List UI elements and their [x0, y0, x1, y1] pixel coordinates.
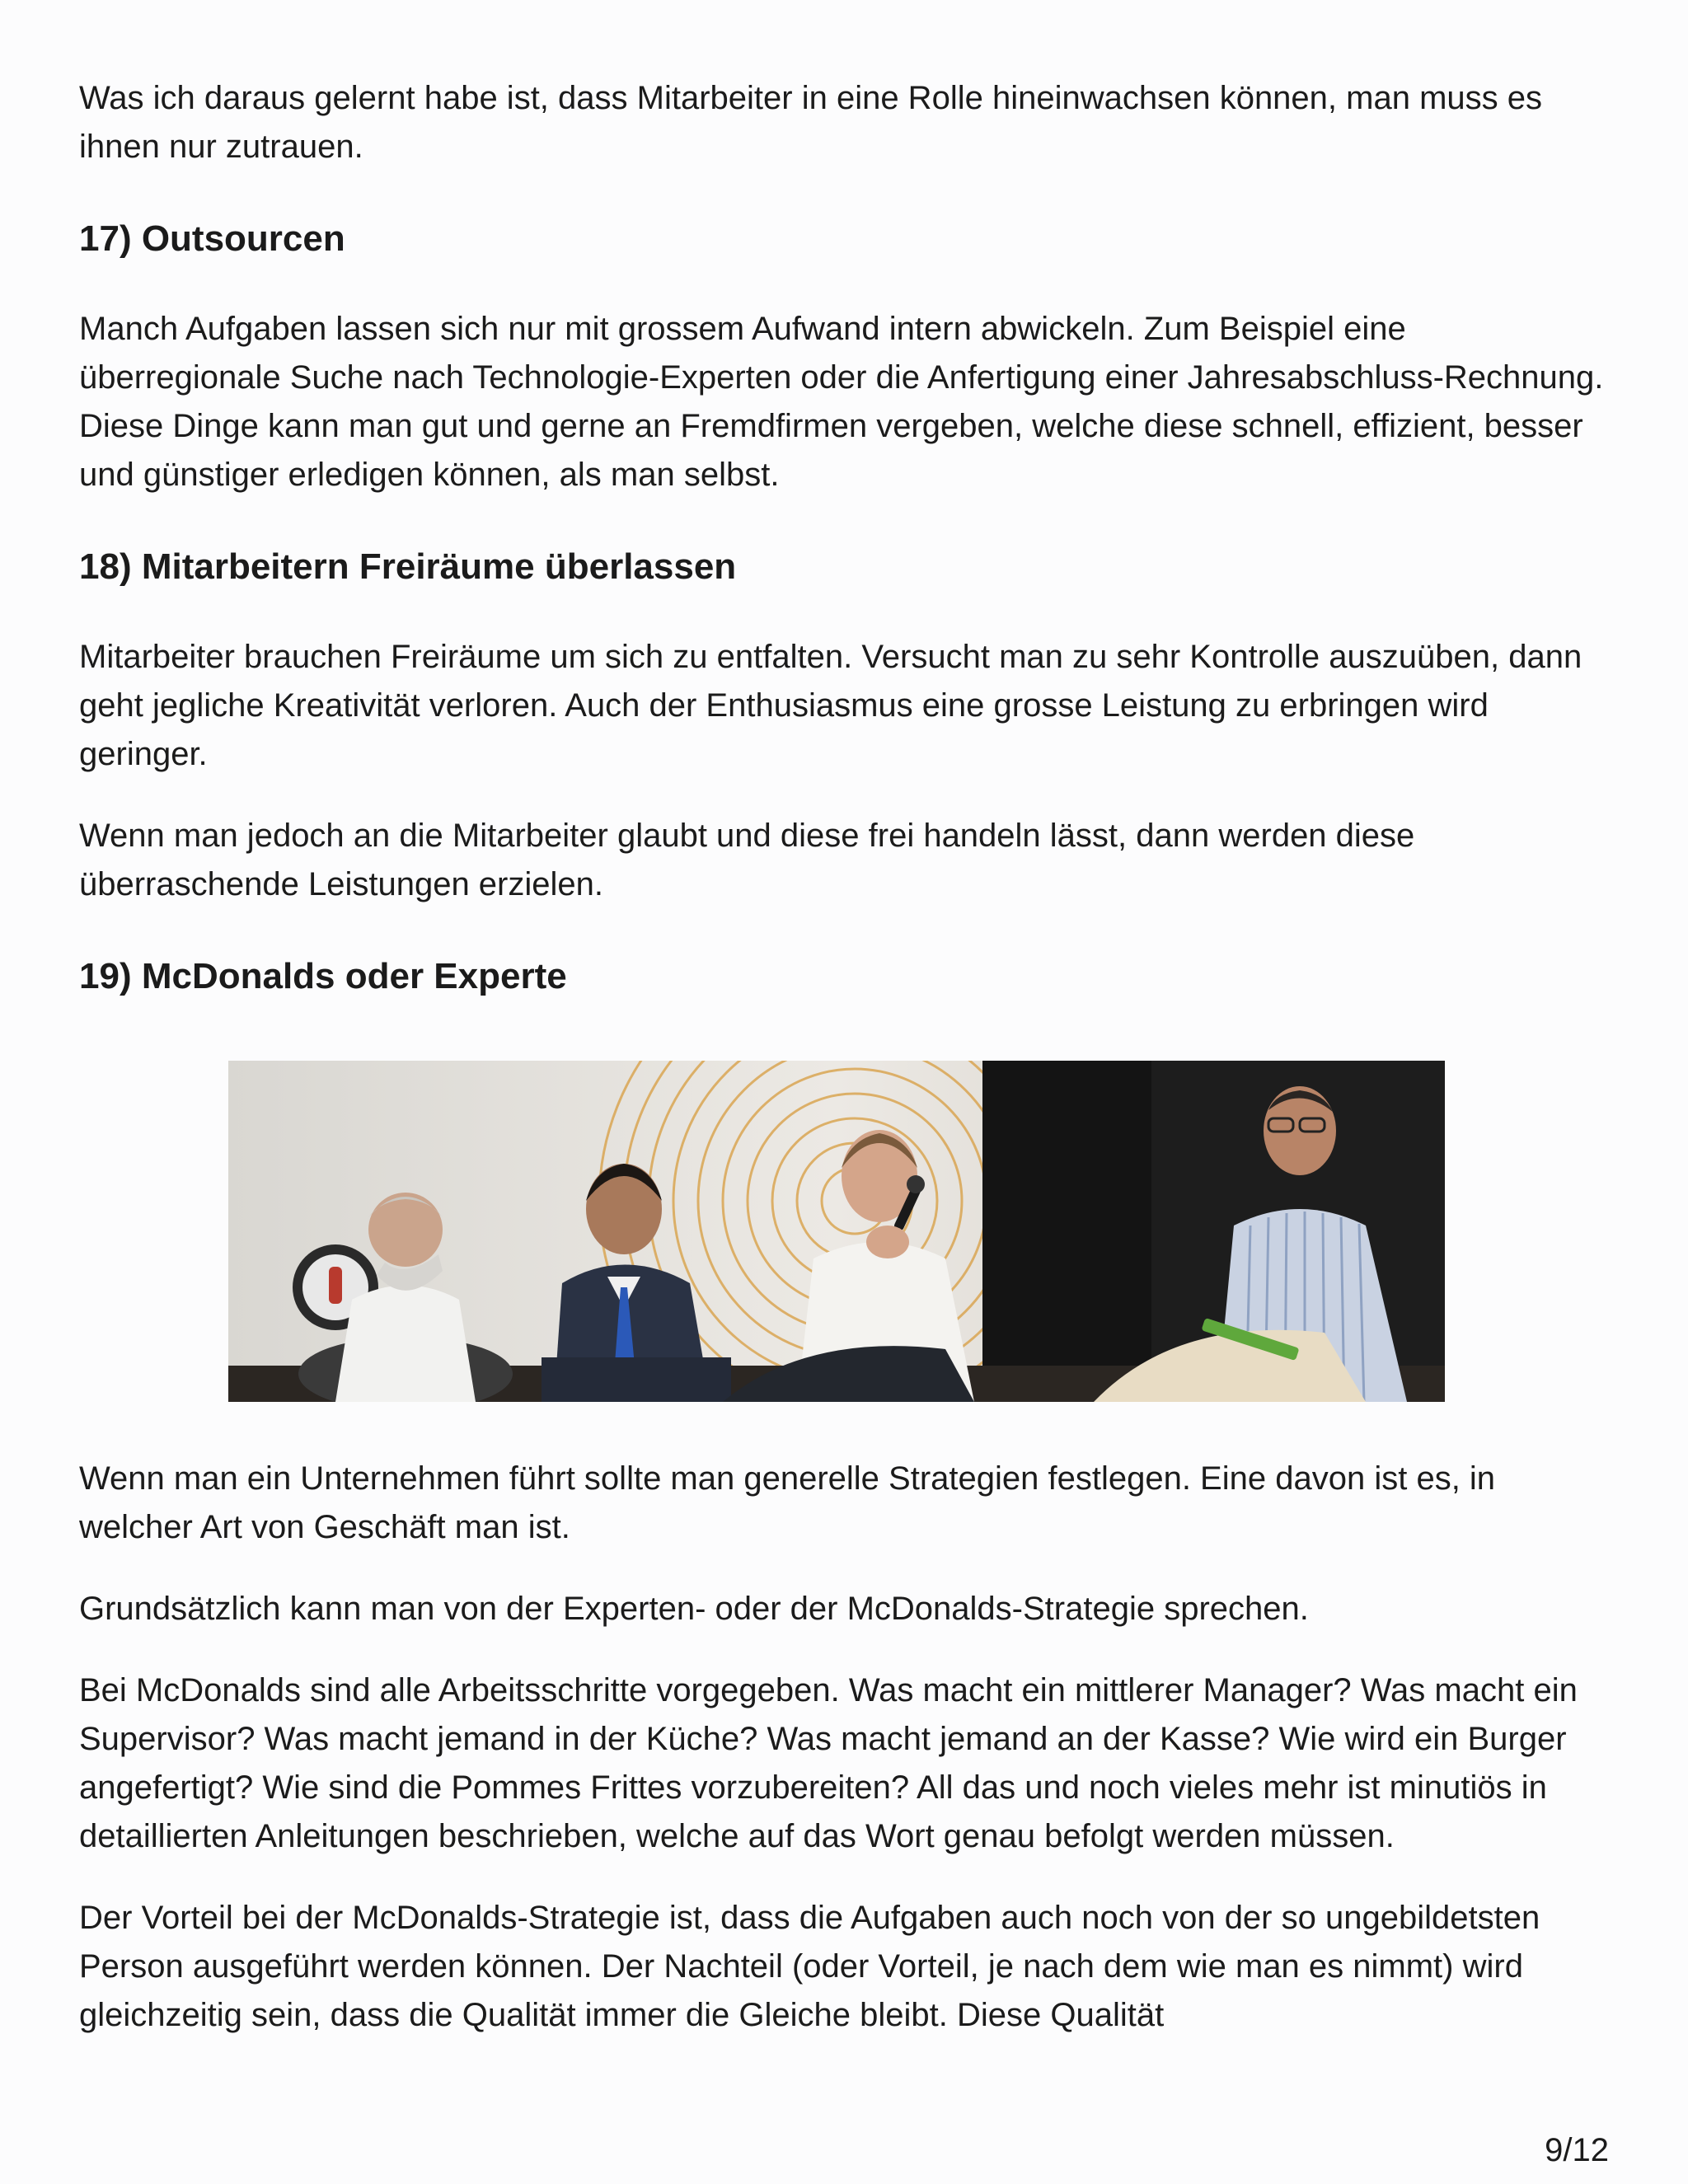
section-heading-freiraeume: 18) Mitarbeitern Freiräume überlassen	[79, 546, 737, 587]
section-paragraph: Bei McDonalds sind alle Arbeitsschritte vorgegeben. Was macht ein mittlerer Manager? Was macht ein Supervisor? Was macht jemand in der Küche? Was macht jemand an der Kasse? Wie wird ein Burger angefertigt? Wie sind die Pommes Frittes vorzubereiten? All das und noch vieles mehr ist minutiös in detaillierten Anleitungen beschrieben, welche auf das Wort genau befolgt werden müssen.	[79, 1672, 1578, 1854]
section-paragraph: Grundsätzlich kann man von der Experten- oder der McDonalds-Strategie sprechen.	[79, 1591, 1309, 1627]
panel-discussion-photo	[228, 1061, 1445, 1402]
section-paragraph: Der Vorteil bei der McDonalds-Strategie ist, dass die Aufgaben auch noch von der so ungebildetsten Person ausgeführt werden können. Der Nachteil (oder Vorteil, je nach dem wie man es nimmt) wird gleichzeitig sein, dass die Qualität immer die Gleiche bleibt. Diese Qualität	[79, 1900, 1540, 2033]
section-paragraph: Wenn man jedoch an die Mitarbeiter glaubt und diese frei handeln lässt, dann werden diese überraschende Leistungen erzielen.	[79, 818, 1415, 902]
section-heading-outsourcen: 17) Outsourcen	[79, 218, 345, 259]
section-paragraph: Mitarbeiter brauchen Freiräume um sich zu entfalten. Versucht man zu sehr Kontrolle auszuüben, dann geht jegliche Kreativität verloren. Auch der Enthusiasmus eine grosse Leistung zu erbringen wird geringer.	[79, 639, 1582, 772]
page-number: 9/12	[1545, 2132, 1609, 2168]
page-content	[79, 74, 1612, 2040]
section-paragraph: Manch Aufgaben lassen sich nur mit grossem Aufwand intern abwickeln. Zum Beispiel eine überregionale Suche nach Technologie-Experten oder die Anfertigung einer Jahresabschluss-Rechnung. Diese Dinge kann man gut und gerne an Fremdfirmen vergeben, welche diese schnell, effizient, besser und günstiger erledigen können, als man selbst.	[79, 311, 1604, 493]
panel-photo-illustration	[228, 1061, 1445, 1402]
section-heading-mcdonalds: 19) McDonalds oder Experte	[79, 956, 567, 996]
section-paragraph: Wenn man ein Unternehmen führt sollte man generelle Strategien festlegen. Eine davon ist es, in welcher Art von Geschäft man ist.	[79, 1460, 1496, 1545]
intro-paragraph: Was ich daraus gelernt habe ist, dass Mitarbeiter in eine Rolle hineinwachsen können, man muss es ihnen nur zutrauen.	[79, 80, 1542, 165]
